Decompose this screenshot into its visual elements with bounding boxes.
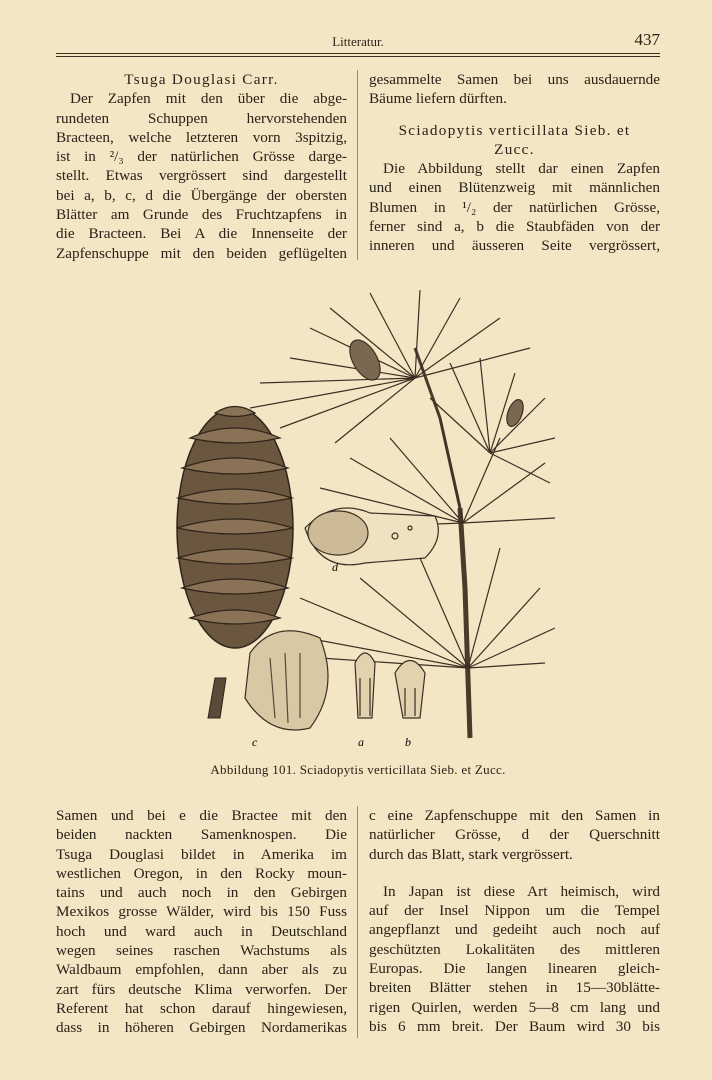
text-line: hoch und ward auch in Deutschland [56, 922, 347, 940]
text-line: auf der Insel Nippon um die Tempel [369, 902, 660, 920]
figure-letter-a: a [358, 735, 364, 748]
heading-sciadopytis-cont: Zucc. [494, 140, 535, 158]
figure-letter-d: d [332, 560, 338, 574]
needle-whorl-top [250, 290, 530, 443]
text-line: Europas. Die langen linearen gleich- [369, 960, 660, 978]
text-line: Blätter am Grunde des Fruchtzapfens in [56, 206, 347, 224]
text-line: Referent hat schon darauf hingewiesen, [56, 999, 347, 1017]
text-line: beiden nackten Samenknospen. Die [56, 826, 347, 844]
right-column-top [369, 70, 660, 256]
text-line: natürlicher Grösse, d der Querschnitt [369, 826, 660, 844]
text-line: tains und auch noch in den Gebirgen [56, 884, 347, 902]
stamen-b [395, 661, 425, 719]
cone-scale [245, 631, 328, 730]
text-line: rundeten Schuppen hervorstehenden [56, 109, 347, 127]
figure-caption: Abbildung 101. Sciadopytis verticillata Sieb. et Zucc. [210, 762, 506, 777]
text-line: Die Abbildung stellt dar einen Zapfen [383, 160, 660, 178]
text-line: breiten Blätter stehen in 15—30blätte- [369, 979, 660, 997]
text-line: rigen Quirlen, werden 5—8 cm lang und [369, 998, 660, 1016]
text-line: westlichen Oregon, in den Rocky moun- [56, 864, 347, 882]
text-line: Der Zapfen mit den über die abge- [70, 90, 347, 108]
spacer [369, 109, 660, 121]
text-line: zart fürs deutsche Klima verworfen. Der [56, 980, 347, 998]
running-head-title: Litteratur. [332, 34, 384, 49]
text-line: durch das Blatt, stark vergrössert. [369, 845, 573, 863]
text-line: bis 6 mm breit. Der Baum wird 30 bis [369, 1017, 660, 1035]
text-line: ist in ²/₃ der natürlichen Grösse darge- [56, 148, 347, 166]
text-line: Samen und bei e die Bractee mit den [56, 807, 347, 824]
text-line: gesammelte Samen bei uns ausdauernde [369, 71, 660, 88]
page-number: 437 [634, 30, 660, 49]
text-line: ferner sind a, b die Staubfäden von der [369, 218, 660, 236]
right-column-bottom [369, 806, 660, 1036]
stamen-a [355, 653, 375, 718]
text-line: wegen seines raschen Wachstums als [56, 942, 347, 960]
text-line: In Japan ist diese Art heimisch, wird [383, 882, 660, 900]
left-column-bottom [56, 806, 347, 1038]
leaf-cross-section [305, 508, 438, 565]
figure-letter-c: c [252, 735, 258, 748]
header-rule-double [56, 56, 660, 57]
text-line: c eine Zapfenschuppe mit den Samen in [369, 807, 660, 824]
spacer [369, 864, 660, 882]
text-line: Tsuga Douglasi bildet in Amerika im [56, 845, 347, 863]
text-line: Zapfenschuppe mit den beiden geflügelten [56, 244, 347, 262]
column-separator-bottom [357, 806, 358, 1038]
text-line: Blumen in ¹/₂ der natürlichen Grösse, [369, 198, 660, 216]
text-line: Bäume liefern dürften. [369, 90, 507, 108]
running-head [56, 30, 660, 54]
text-line: stellt. Etwas vergrössert sind dargestellt [56, 167, 347, 185]
heading-tsuga: Tsuga Douglasi Carr. [124, 71, 279, 88]
column-separator [357, 70, 358, 260]
header-rule [56, 53, 660, 54]
text-line: angepflanzt und gedeiht auch noch auf [369, 921, 660, 939]
text-line: Bracteen, welche letzteren vorn 3spitzig, [56, 128, 347, 146]
text-line: die Bracteen. Bei A die Innenseite der [56, 225, 347, 243]
text-line: inneren und äusseren Seite vergrössert, [369, 237, 660, 255]
text-line: Waldbaum empfohlen, dann aber als zu [56, 961, 347, 979]
text-line: und einen Blütenzweig mit männlichen [369, 179, 660, 197]
heading-sciadopytis: Sciadopytis verticillata Sieb. et [398, 121, 631, 139]
text-line: Mexikos grosse Wälder, wird bis 150 Fuss [56, 903, 347, 921]
figure-letter-b: b [405, 735, 411, 748]
botanical-illustration [160, 288, 560, 748]
text-line: geschützten Lokalitäten des mittleren [369, 940, 660, 958]
left-column-top [56, 70, 347, 263]
text-line: bei a, b, c, d die Übergänge der obersten [56, 186, 347, 204]
text-line: dass in höheren Gebirgen Nordamerikas [56, 1019, 347, 1037]
